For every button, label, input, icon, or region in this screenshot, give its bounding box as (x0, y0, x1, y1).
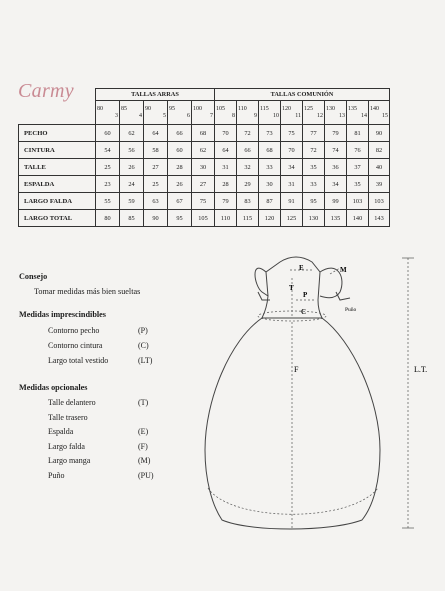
table-cell: 143 (369, 210, 390, 227)
size-age: 7 (210, 112, 213, 119)
size-cm: 105 (216, 105, 225, 112)
size-cm: 90 (145, 105, 151, 112)
measure-label: Contorno pecho (48, 326, 100, 335)
row-label: TALLE (19, 159, 96, 176)
table-cell: 70 (281, 142, 303, 159)
size-cm: 100 (193, 105, 202, 112)
label-m: M (340, 266, 347, 274)
consejo-text: Tomar medidas más bien sueltas (34, 287, 141, 296)
table-cell: 33 (259, 159, 281, 176)
size-cm: 115 (260, 105, 269, 112)
table-cell: 63 (144, 193, 168, 210)
size-age: 4 (139, 112, 142, 119)
row-label: LARGO TOTAL (19, 210, 96, 227)
table-cell: 130 (303, 210, 325, 227)
measure-label: Contorno cintura (48, 341, 103, 350)
imprescindibles-title: Medidas imprescindibles (19, 310, 106, 319)
table-cell: 27 (192, 176, 215, 193)
table-cell: 68 (192, 125, 215, 142)
measure-label: Talle delantero (48, 398, 96, 407)
size-age: 5 (163, 112, 166, 119)
measure-label: Largo total vestido (48, 356, 109, 365)
table-cell: 115 (237, 210, 259, 227)
table-cell: 28 (215, 176, 237, 193)
table-cell: 37 (347, 159, 369, 176)
table-cell: 82 (369, 142, 390, 159)
table-cell: 68 (259, 142, 281, 159)
table-cell: 135 (325, 210, 347, 227)
measure-code: (C) (138, 341, 149, 350)
label-e: E (299, 264, 304, 272)
size-age: 15 (382, 112, 388, 119)
table-cell: 29 (237, 176, 259, 193)
table-cell: 79 (325, 125, 347, 142)
label-t: T (289, 284, 294, 292)
size-cm: 85 (121, 105, 127, 112)
table-cell: 95 (303, 193, 325, 210)
table-cell: 79 (215, 193, 237, 210)
table-cell: 70 (215, 125, 237, 142)
row-label: LARGO FALDA (19, 193, 96, 210)
table-cell: 95 (168, 210, 192, 227)
table-cell: 99 (325, 193, 347, 210)
table-cell: 26 (120, 159, 144, 176)
size-age: 11 (295, 112, 301, 119)
table-cell: 73 (259, 125, 281, 142)
measure-label: Largo manga (48, 456, 91, 465)
table-cell: 91 (281, 193, 303, 210)
table-cell: 25 (96, 159, 120, 176)
table-cell: 81 (347, 125, 369, 142)
group-header-arras: TALLAS ARRAS (96, 89, 215, 101)
table-cell: 60 (96, 125, 120, 142)
table-cell: 125 (281, 210, 303, 227)
consejo-title: Consejo (19, 272, 48, 281)
table-cell: 35 (347, 176, 369, 193)
skirt-outline (205, 318, 380, 529)
table-cell: 56 (120, 142, 144, 159)
table-cell: 110 (215, 210, 237, 227)
size-age: 14 (361, 112, 367, 119)
row-label: CINTURA (19, 142, 96, 159)
table-cell: 34 (325, 176, 347, 193)
size-cm: 140 (370, 105, 379, 112)
table-cell: 24 (120, 176, 144, 193)
size-age: 13 (339, 112, 345, 119)
size-age: 9 (254, 112, 257, 119)
size-cm: 80 (97, 105, 103, 112)
table-cell: 23 (96, 176, 120, 193)
measure-label: Largo falda (48, 441, 85, 451)
measure-label: Espalda (48, 427, 74, 436)
table-cell: 27 (144, 159, 168, 176)
size-cm: 125 (304, 105, 313, 112)
table-cell: 36 (325, 159, 347, 176)
table-cell: 30 (192, 159, 215, 176)
size-age: 3 (115, 112, 118, 119)
measure-code: (LT) (138, 356, 153, 365)
measure-code: (PU) (138, 470, 154, 480)
size-cm: 120 (282, 105, 291, 112)
brand-logo: Carmy (18, 80, 74, 102)
size-age: 12 (317, 112, 323, 119)
label-p: P (303, 291, 308, 299)
measure-code: (T) (138, 398, 149, 407)
table-cell: 90 (144, 210, 168, 227)
row-label: ESPALDA (19, 176, 96, 193)
table-cell: 77 (303, 125, 325, 142)
size-age: 8 (232, 112, 235, 119)
table-cell: 54 (96, 142, 120, 159)
table-cell: 62 (192, 142, 215, 159)
size-cm: 110 (238, 105, 247, 112)
table-cell: 103 (347, 193, 369, 210)
measure-code: (E) (138, 427, 149, 436)
table-cell: 72 (303, 142, 325, 159)
table-cell: 31 (281, 176, 303, 193)
table-cell: 58 (144, 142, 168, 159)
size-age: 10 (273, 112, 279, 119)
right-sleeve (320, 268, 342, 298)
table-cell: 25 (144, 176, 168, 193)
table-cell: 34 (281, 159, 303, 176)
row-label: PECHO (19, 125, 96, 142)
table-cell: 64 (144, 125, 168, 142)
table-cell: 120 (259, 210, 281, 227)
label-c: C (301, 308, 307, 316)
measure-code: (P) (138, 326, 148, 335)
table-cell: 62 (120, 125, 144, 142)
table-cell: 60 (168, 142, 192, 159)
table-cell: 32 (237, 159, 259, 176)
table-cell: 66 (237, 142, 259, 159)
table-cell: 30 (259, 176, 281, 193)
measure-label: Talle trasero (48, 412, 88, 422)
table-cell: 74 (325, 142, 347, 159)
measure-label: Puño (48, 470, 65, 480)
measure-code: (M) (138, 456, 151, 465)
table-cell: 76 (347, 142, 369, 159)
table-cell: 40 (369, 159, 390, 176)
table-cell: 75 (281, 125, 303, 142)
table-cell: 66 (168, 125, 192, 142)
size-age: 6 (187, 112, 190, 119)
measure-code: (F) (138, 441, 148, 451)
table-cell: 28 (168, 159, 192, 176)
table-cell: 103 (369, 193, 390, 210)
table-cell: 26 (168, 176, 192, 193)
table-cell: 33 (303, 176, 325, 193)
table-cell: 105 (192, 210, 215, 227)
label-lt: L.T. (414, 365, 428, 374)
table-cell: 140 (347, 210, 369, 227)
table-cell: 64 (215, 142, 237, 159)
table-cell: 31 (215, 159, 237, 176)
label-puno: Puño (345, 307, 357, 313)
table-cell: 85 (120, 210, 144, 227)
label-f: F (294, 365, 299, 374)
group-header-comunion: TALLAS COMUNIÓN (215, 89, 390, 101)
size-cm: 130 (326, 105, 335, 112)
table-cell: 75 (192, 193, 215, 210)
table-cell: 80 (96, 210, 120, 227)
table-cell: 87 (259, 193, 281, 210)
table-cell: 35 (303, 159, 325, 176)
table-cell: 39 (369, 176, 390, 193)
size-cm: 135 (348, 105, 357, 112)
table-cell: 72 (237, 125, 259, 142)
opcionales-title: Medidas opcionales (19, 383, 88, 392)
table-cell: 55 (96, 193, 120, 210)
table-cell: 90 (369, 125, 390, 142)
table-cell: 59 (120, 193, 144, 210)
table-cell: 83 (237, 193, 259, 210)
table-cell: 67 (168, 193, 192, 210)
size-cm: 95 (169, 105, 175, 112)
